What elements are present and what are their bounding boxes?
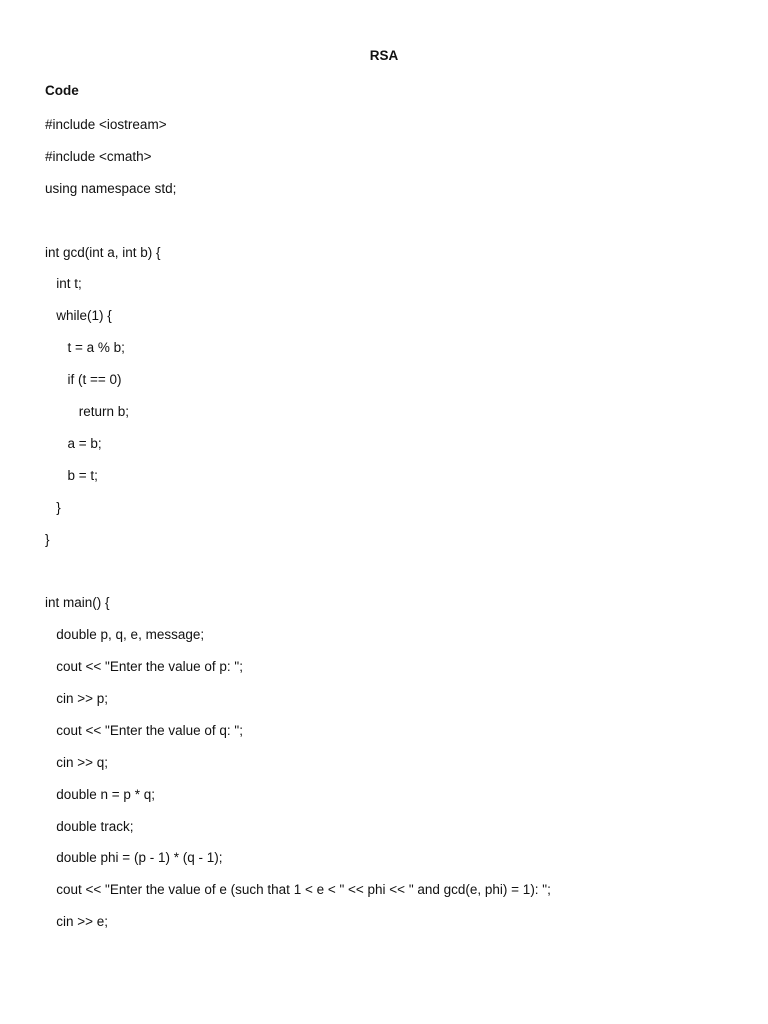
code-line: t = a % b;: [45, 340, 125, 356]
section-heading: Code: [45, 83, 79, 98]
document-title: RSA: [369, 48, 399, 63]
code-line: using namespace std;: [45, 180, 177, 196]
code-line: cin >> e;: [45, 914, 109, 930]
code-line: #include <iostream>: [45, 117, 167, 132]
code-line: int gcd(int a, int b) {: [45, 244, 161, 260]
code-line: cout << "Enter the value of p: ";: [45, 659, 243, 675]
code-block: [45, 116, 745, 945]
code-line: }: [45, 499, 61, 515]
code-line: double phi = (p - 1) * (q - 1);: [45, 850, 223, 866]
code-line: [45, 562, 745, 594]
code-line: [45, 212, 745, 244]
code-line: int t;: [45, 276, 82, 292]
code-line: cout << "Enter the value of e (such that 1 < e < " << phi << " and gcd(e, phi) = 1): ";: [45, 882, 551, 898]
code-line: cin >> p;: [45, 691, 109, 707]
code-line: cout << "Enter the value of q: ";: [45, 722, 243, 738]
code-line: b = t;: [45, 467, 98, 483]
code-line: return b;: [45, 404, 130, 420]
code-line: double p, q, e, message;: [45, 627, 205, 643]
code-line: }: [45, 531, 50, 547]
code-line: #include <cmath>: [45, 148, 152, 164]
code-line: double n = p * q;: [45, 786, 155, 802]
code-line: int main() {: [45, 595, 110, 611]
code-line: double track;: [45, 818, 134, 834]
code-line: if (t == 0): [45, 372, 122, 388]
code-line: a = b;: [45, 435, 102, 451]
code-line: while(1) {: [45, 308, 112, 324]
code-line: cin >> q;: [45, 754, 109, 770]
